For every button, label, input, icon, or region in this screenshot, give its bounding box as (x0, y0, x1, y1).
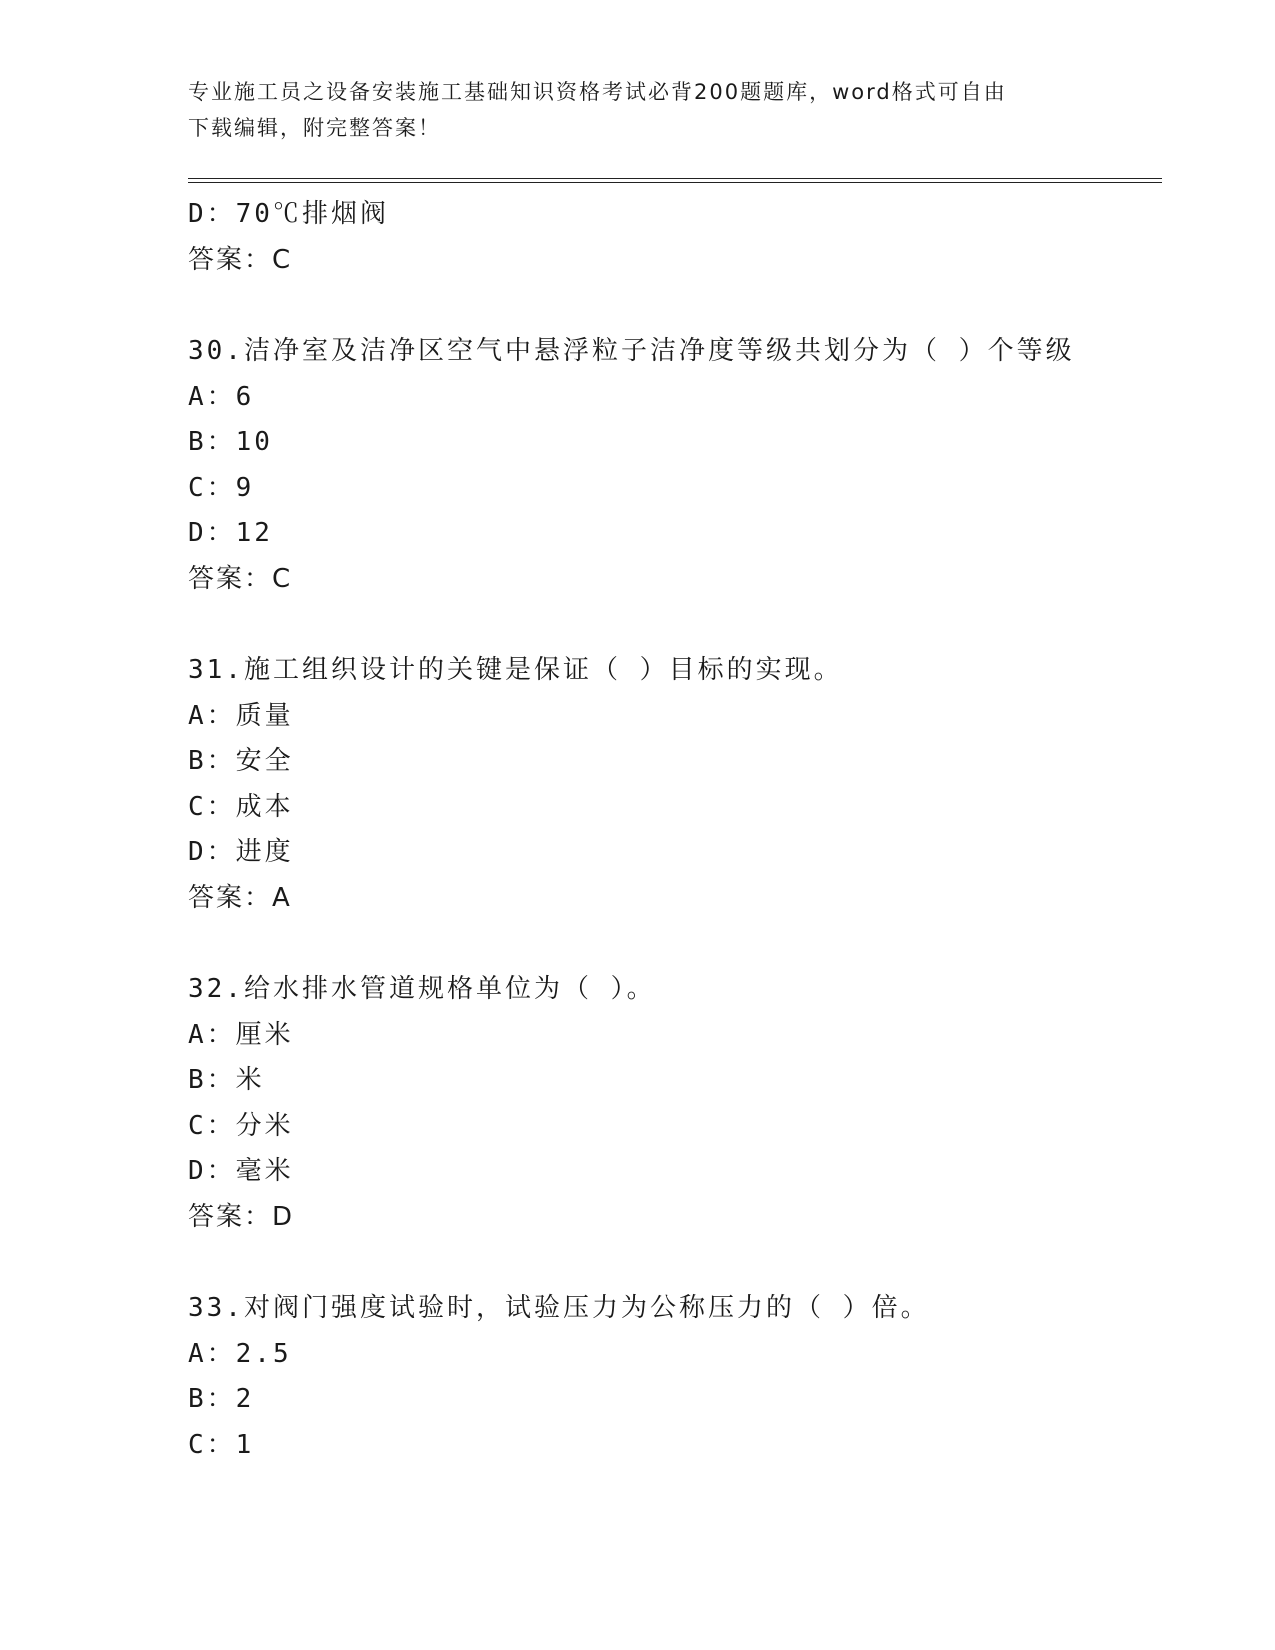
option-b: B：2 (188, 1384, 255, 1414)
option-a: A：质量 (188, 700, 294, 731)
document-header (188, 74, 1068, 146)
option-d: D：12 (188, 518, 273, 548)
answer: 答案：A (188, 882, 292, 913)
option-a: A：厘米 (188, 1019, 294, 1050)
spacer (188, 602, 1162, 648)
answer: 答案：C (188, 563, 293, 594)
question-stem: 33.对阀门强度试验时，试验压力为公称压力的（ ）倍。 (188, 1293, 930, 1323)
question-stem: 30.洁净室及洁净区空气中悬浮粒子洁净度等级共划分为（ ）个等级 (188, 336, 1075, 366)
option-c: C：分米 (188, 1110, 294, 1141)
spacer (188, 283, 1162, 329)
option-b: B：安全 (188, 746, 294, 776)
option-b: B：米 (188, 1065, 265, 1095)
option-d: D：进度 (188, 837, 294, 867)
option-b: B：10 (188, 427, 273, 457)
option-c: C：1 (188, 1429, 255, 1460)
spacer (188, 1240, 1162, 1286)
option-a: A：2.5 (188, 1338, 292, 1369)
option-d: D：毫米 (188, 1156, 294, 1186)
answer: 答案：D (188, 1201, 295, 1232)
option-c: C：成本 (188, 791, 294, 822)
question-block-31 (188, 648, 1162, 921)
question-stem: 32.给水排水管道规格单位为（ ）。 (188, 974, 656, 1004)
question-block-32 (188, 967, 1162, 1240)
option-c: C：9 (188, 472, 255, 503)
question-block-33 (188, 1286, 1162, 1468)
previous-answer: 答案：C (188, 244, 293, 275)
question-stem: 31.施工组织设计的关键是保证（ ）目标的实现。 (188, 655, 843, 685)
question-content (188, 192, 1162, 1468)
header-divider-top (188, 178, 1162, 179)
header-divider-bottom (188, 182, 1162, 183)
question-block-30 (188, 329, 1162, 602)
header-line-1: 专业施工员之设备安装施工基础知识资格考试必背200题题库，word格式可自由 (188, 80, 1007, 104)
option-a: A：6 (188, 381, 255, 412)
header-line-2: 下载编辑，附完整答案！ (188, 116, 441, 140)
previous-option-d: D：70℃排烟阀 (188, 199, 389, 229)
spacer (188, 921, 1162, 967)
